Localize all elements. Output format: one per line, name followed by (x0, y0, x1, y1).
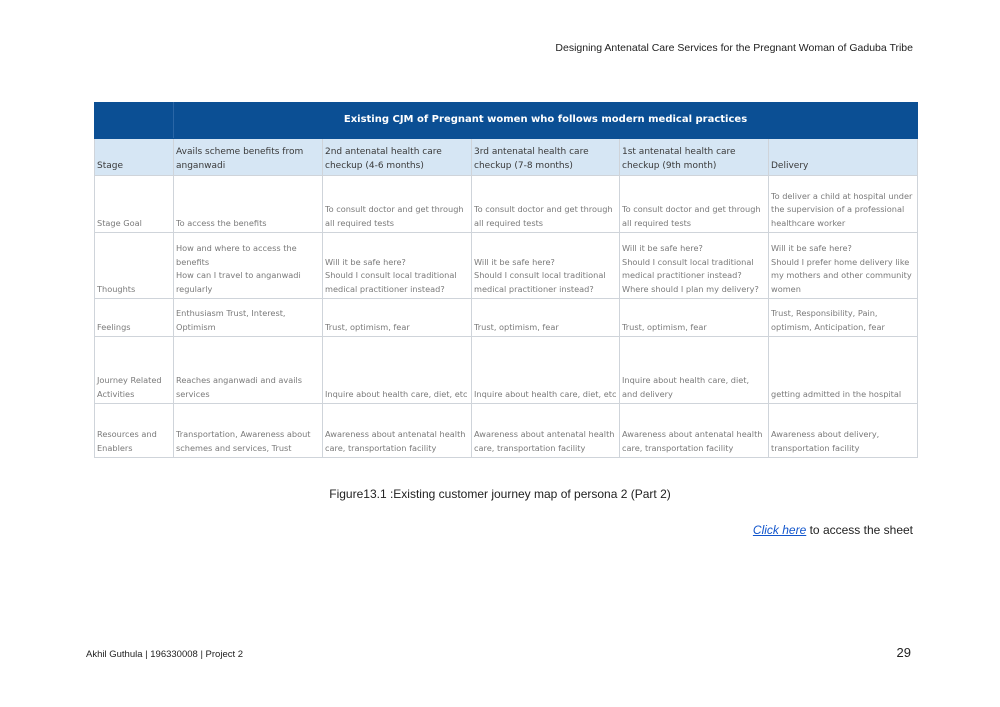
table-cell: Avails scheme benefits from anganwadi (174, 139, 323, 176)
table-cell: To consult doctor and get through all required tests (620, 176, 769, 233)
access-sheet-text: to access the sheet (806, 523, 913, 537)
table-cell: Will it be safe here? Should I consult local traditional medical practitioner instead? (323, 233, 472, 299)
table-cell: To consult doctor and get through all required tests (472, 176, 620, 233)
table-cell: Awareness about antenatal health care, transportation facility (620, 404, 769, 458)
table-cell: To access the benefits (174, 176, 323, 233)
title-blank-cell (95, 103, 174, 139)
figure-caption: Figure13.1 :Existing customer journey map of persona 2 (Part 2) (329, 487, 671, 501)
table-cell: Delivery (769, 139, 918, 176)
click-here-link[interactable]: Click here (752, 523, 807, 537)
table-cell: 3rd antenatal health care checkup (7-8 months) (472, 139, 620, 176)
running-header: Designing Antenatal Care Services for the Pregnant Woman of Gaduba Tribe (555, 42, 913, 54)
table-row-thoughts (95, 233, 918, 299)
table-cell: Enthusiasm Trust, Interest, Optimism (174, 299, 323, 337)
table-cell: getting admitted in the hospital (769, 337, 918, 404)
table-cell: Trust, optimism, fear (472, 299, 620, 337)
table-row-stage (95, 139, 918, 176)
table-cell: Will it be safe here? Should I consult local traditional medical practitioner instead? (472, 233, 620, 299)
row-label: Thoughts (95, 233, 174, 299)
table-title: Existing CJM of Pregnant women who follows modern medical practices (174, 103, 918, 139)
table-cell: Trust, Responsibility, Pain, optimism, Anticipation, fear (769, 299, 918, 337)
table-cell: Inquire about health care, diet, etc (472, 337, 620, 404)
table-cell: How and where to access the benefits How can I travel to anganwadi regularly (174, 233, 323, 299)
page-number: 29 (896, 645, 911, 660)
row-label: Stage Goal (95, 176, 174, 233)
row-label: Feelings (95, 299, 174, 337)
row-label: Resources and Enablers (95, 404, 174, 458)
table-cell: To consult doctor and get through all required tests (323, 176, 472, 233)
table-cell: 2nd antenatal health care checkup (4-6 months) (323, 139, 472, 176)
access-sheet-line (753, 523, 913, 537)
table-cell: Trust, optimism, fear (323, 299, 472, 337)
row-label: Stage (95, 139, 174, 176)
table-cell: Will it be safe here? Should I prefer home delivery like my mothers and other community women (769, 233, 918, 299)
table-cell: Transportation, Awareness about schemes and services, Trust (174, 404, 323, 458)
table-cell: Inquire about health care, diet, and delivery (620, 337, 769, 404)
table-title-row (95, 103, 918, 139)
table-row-feelings (95, 299, 918, 337)
table-cell: Will it be safe here? Should I consult local traditional medical practitioner instead? Where should I plan my delivery? (620, 233, 769, 299)
table-cell: Trust, optimism, fear (620, 299, 769, 337)
table-cell: Reaches anganwadi and avails services (174, 337, 323, 404)
table-row-journey-activities (95, 337, 918, 404)
customer-journey-map-table (94, 102, 918, 458)
table-cell: Awareness about delivery, transportation facility (769, 404, 918, 458)
table-row-resources-enablers (95, 404, 918, 458)
table-cell: Inquire about health care, diet, etc (323, 337, 472, 404)
table-row-stage-goal (95, 176, 918, 233)
table-cell: To deliver a child at hospital under the supervision of a professional healthcare worker (769, 176, 918, 233)
row-label: Journey Related Activities (95, 337, 174, 404)
table-cell: Awareness about antenatal health care, transportation facility (323, 404, 472, 458)
table-cell: Awareness about antenatal health care, transportation facility (472, 404, 620, 458)
footer-author: Akhil Guthula | 196330008 | Project 2 (86, 649, 244, 660)
table-cell: 1st antenatal health care checkup (9th month) (620, 139, 769, 176)
